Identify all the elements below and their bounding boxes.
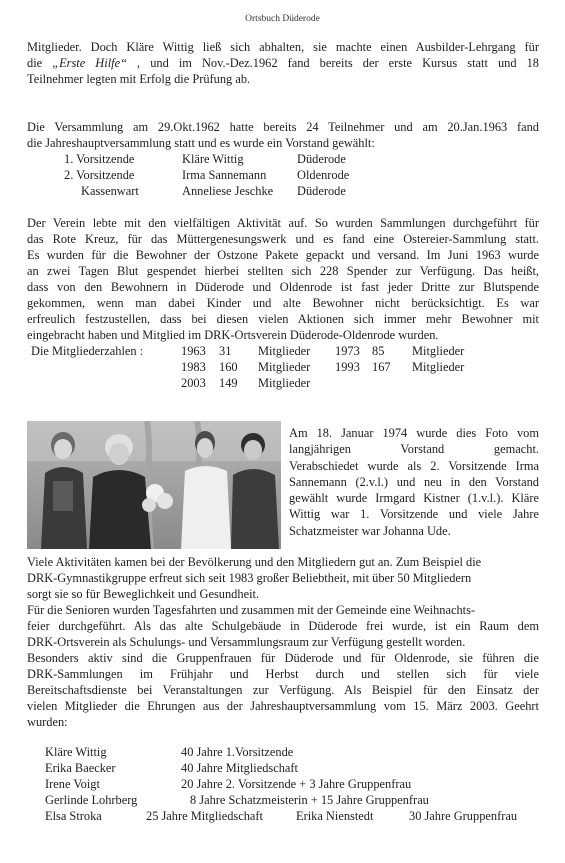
membership-count: 31 xyxy=(219,344,232,358)
membership-year: 1983 xyxy=(181,360,206,374)
membership-unit: Mitglieder xyxy=(258,376,311,390)
text-line: Bereitschaftsdienste bei Veranstaltungen zur Verfügung. Als Beispiel für den Einsatz der xyxy=(27,683,539,697)
text-line: die „Erste Hilfe“ , und im Nov.-Dez.1962 fand bereits der erste Kursus statt und 18 xyxy=(27,56,539,70)
membership-count: 149 xyxy=(219,376,238,390)
photo-illustration xyxy=(27,421,281,549)
membership-unit: Mitglieder xyxy=(412,360,465,374)
text-line: wurden: xyxy=(27,715,68,729)
board-place: Düderode xyxy=(297,152,346,166)
text-line: gekommen, wenn man dabei Kinder und alte Bewohner nicht berücksichtigt. Es war xyxy=(27,296,539,310)
caption-line: Sannemann (2.v.l.) und neu in den Vorstand xyxy=(289,474,539,489)
photo-caption xyxy=(289,425,539,539)
board-place: Düderode xyxy=(297,184,346,198)
board-role: Kassenwart xyxy=(81,184,139,198)
board-role: 1. Vorsitzende xyxy=(64,152,135,166)
honor-text: 25 Jahre Mitgliedschaft xyxy=(146,809,263,823)
membership-year: 1963 xyxy=(181,344,206,358)
text-line: Der Verein lebte mit den vielfältigen Aktivität auf. So wurden Sammlungen durchgeführt für xyxy=(27,216,539,230)
text-line: vielen Mitglieder die Ehrungen aus der Jahreshauptversammlung vom 15. März 2003. Geehrt xyxy=(27,699,539,713)
text-line: Für die Senioren wurden Tagesfahrten und zusammen mit der Gemeinde eine Weihnachts- xyxy=(27,603,476,617)
honor-text: 40 Jahre Mitgliedschaft xyxy=(181,761,298,775)
membership-label: Die Mitgliederzahlen : xyxy=(31,344,144,358)
text-line: DRK-Sammlungen im Frühjahr und Herbst durch und stellen sich für viele xyxy=(27,667,539,681)
text-line: eingebracht haben und Mitglied im DRK-Ortsverein Düderode-Oldenrode wurden. xyxy=(27,328,439,342)
honoree-name: Erika Baecker xyxy=(45,761,116,775)
text-line: Besonders aktiv sind die Gruppenfrauen für Düderode und für Oldenrode, sie führen die xyxy=(27,651,539,665)
membership-year: 1973 xyxy=(335,344,360,358)
board-name: Kläre Wittig xyxy=(182,152,244,166)
text-line: dass von den Bewohnern in Düderode und Oldenrode ist fast jeder Dritte zur Blutspende xyxy=(27,280,539,294)
honoree-name: Irene Voigt xyxy=(45,777,100,791)
honor-text: 40 Jahre 1.Vorsitzende xyxy=(181,745,294,759)
caption-line: langjährigen Vorstand gemacht. xyxy=(289,442,539,457)
honoree-name: Kläre Wittig xyxy=(45,745,107,759)
honor-text: 30 Jahre Gruppenfrau xyxy=(409,809,518,823)
caption-line: Verabschiedet wurde als 2. Vorsitzende Irma xyxy=(289,458,539,473)
honor-text: 20 Jahre 2. Vorsitzende + 3 Jahre Gruppenfrau xyxy=(181,777,412,791)
board-name: Irma Sannemann xyxy=(182,168,267,182)
text-line: Es wurden für die Bewohner der Ostzone Pakete gepackt und versand. Im Juni 1963 wurde xyxy=(27,248,539,262)
text-line: Teilnehmer legten mit Erfolg die Prüfung ab. xyxy=(27,72,251,86)
caption-line: Am 18. Januar 1974 wurde dies Foto vom xyxy=(289,426,539,440)
text-line: Mitglieder. Doch Kläre Wittig ließ sich abhalten, sie machte einen Ausbilder-Lehrgang für xyxy=(27,40,539,54)
italic-term: „Erste Hilfe“ xyxy=(52,56,127,70)
honoree-name: Gerlinde Lohrberg xyxy=(45,793,138,807)
membership-count: 167 xyxy=(372,360,391,374)
membership-unit: Mitglieder xyxy=(258,360,311,374)
text-line: feier durchgeführt. Als das alte Schulgebäude in Düderode frei wurde, ist ein Raum dem xyxy=(27,619,539,633)
page-header: Ortsbuch Düderode xyxy=(245,14,320,24)
board-role: 2. Vorsitzende xyxy=(64,168,135,182)
honoree-name: Elsa Stroka xyxy=(45,809,102,823)
text-line: Die Versammlung am 29.Okt.1962 hatte bereits 24 Teilnehmer und am 20.Jan.1963 fand xyxy=(27,120,539,134)
text-line: sorgt sie so für Beweglichkeit und Gesundheit. xyxy=(27,587,260,601)
text-line: Viele Aktivitäten kamen bei der Bevölkerung und den Mitgliedern gut an. Zum Beispiel die xyxy=(27,555,482,569)
text-line: das Rote Kreuz, für das Müttergenesungswerk und es fand eine Ostereier-Sammlung statt. xyxy=(27,232,539,246)
caption-line: gewählt wurde Irmgard Kistner (1.v.l.). Kläre xyxy=(289,491,539,506)
text-line: DRK-Gymnastikgruppe erfreut sich seit 1983 großer Beliebtheit, mit über 50 Mitgliedern xyxy=(27,571,472,585)
text-line: an zwei Tagen Blut gespendet hierbei stellten sich 228 Spender zur Verfügung. Das heißt, xyxy=(27,264,539,278)
text-line: DRK-Ortsverein als Schulungs- und Versammlungsraum zur Verfügung gestellt worden. xyxy=(27,635,466,649)
caption-line: Wittig war 1. Vorsitzende und viele Jahre xyxy=(289,507,539,522)
honor-text: 8 Jahre Schatzmeisterin + 15 Jahre Gruppenfrau xyxy=(190,793,429,807)
membership-count: 85 xyxy=(372,344,385,358)
text-line: die Jahreshauptversammlung statt und es wurde ein Vorstand gewählt: xyxy=(27,136,375,150)
board-place: Oldenrode xyxy=(297,168,350,182)
caption-line: Schatzmeister war Johanna Ude. xyxy=(289,523,451,538)
membership-unit: Mitglieder xyxy=(412,344,465,358)
board-name: Anneliese Jeschke xyxy=(182,184,274,198)
board-photo xyxy=(27,421,281,549)
membership-year: 1993 xyxy=(335,360,360,374)
membership-count: 160 xyxy=(219,360,238,374)
honoree-name: Erika Nienstedt xyxy=(296,809,374,823)
text-line: erfreulich festzustellen, dass bei diesen vielen Aktionen sich immer mehr Bewohner mit xyxy=(27,312,539,326)
membership-year: 2003 xyxy=(181,376,206,390)
membership-unit: Mitglieder xyxy=(258,344,311,358)
